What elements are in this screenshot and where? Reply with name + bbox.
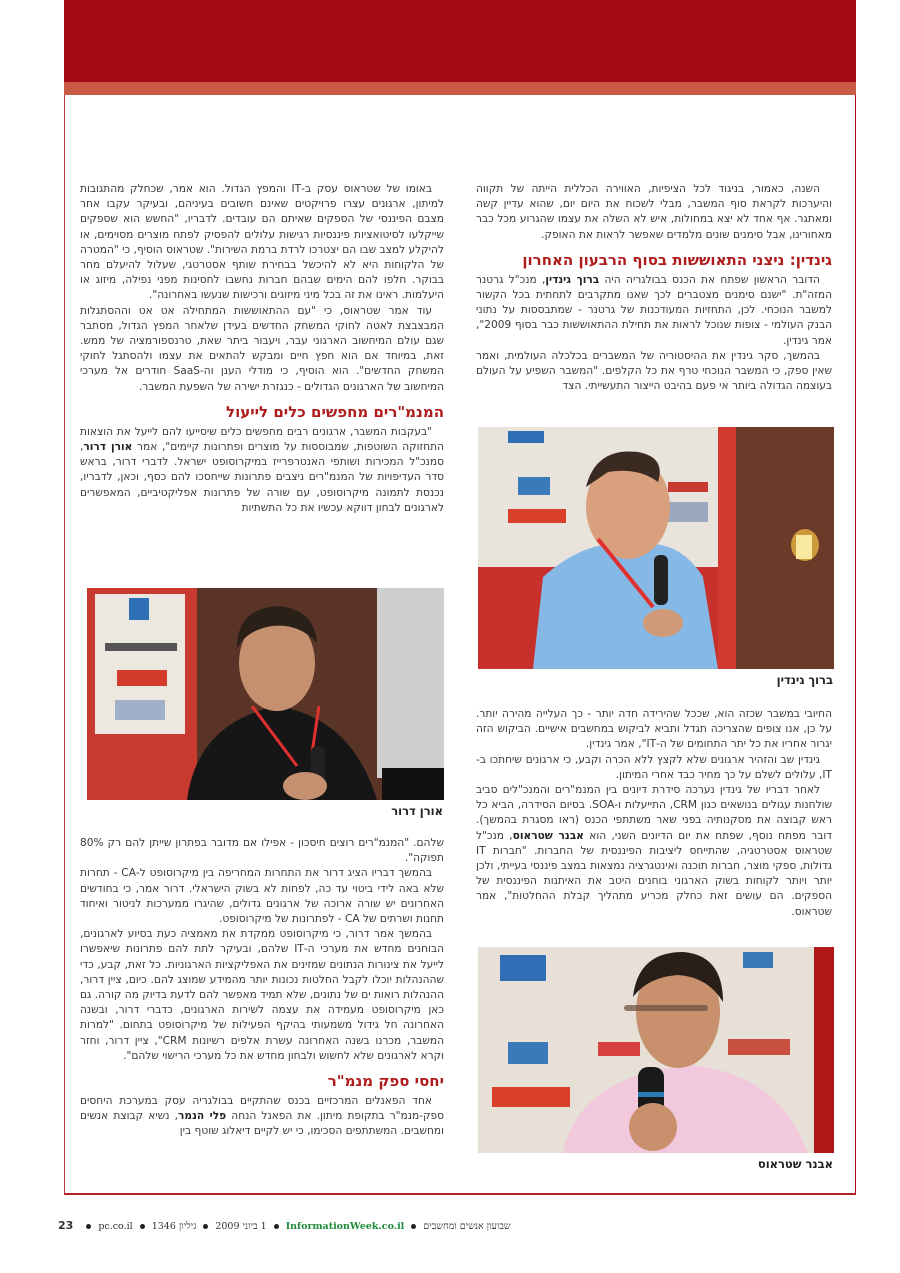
- person-name: ברוך גינדין: [545, 273, 600, 286]
- text: אחד הפאנלים המרכזיים בכנס שהתקיים בבולגריה עסק במערכת היחסים ספק-מנמ"ר בתקופת מיתון. את הפאנל הנחה: [80, 1095, 445, 1123]
- text: "בעקבות המשבר, ארגונים רבים מחפשים כלים שיסייעו להם לייעל את הוצאות התחזוקה השוטפות, שמבוססות על מוצרים ופתרונות קיימים", אמר: [80, 425, 444, 454]
- text: , נשיא קבוצת אנשים ומחשבים. המשתתפים הסכימו, כי יש לקיים דיאלוג שוטף בין: [80, 1110, 444, 1138]
- site-link-pc[interactable]: pc.co.il: [98, 1221, 133, 1232]
- header-strip: [64, 82, 856, 95]
- header-band: [64, 0, 856, 82]
- paragraph: בהמשך אמר דרור, כי מיקרוסופט ממקדת את מאמציה כעת בסיוע לארגונים, הבוחנים מחדש את מערכי ה-IT שלהם, ובעיקר לתת להם פתרונות שיאפשרו לייעל את צינורות הנתונים שמזינים את האפליקציות הארגוניות. כל זאת, קבע, כדי שההנהלות יוכלו לקבל החלטות נכונות יותר מהמידע שמוצג להם. כיום, ציין דרור, ההנהלות רואות ים של נתונים, שלא תמיד מאפשר להם לדעת בדיוק מה קורה. גם כאן מיקרוסופט מעמידה את עצמה לשירות הארגונים, כדברי דרור, ובשנה האחרונה חל גידול משמעותי בהיקף הפעילות של מיקרוסופט בתחום. "למרות המשבר, מכרנו בשנה האחרונה עשרת אלפים רשיונות CRM", ציין דרור, וחזר וקרא לארגונים שלא לחשוש ולבחון מחדש את כל מערכי הרישוי שלהם".: [80, 928, 444, 1062]
- right-column: [476, 182, 832, 394]
- paragraph: גינדין שב והזהיר ארגונים שלא לקצץ ללא הכרה וקבע, כי ארגונים שיחתכו ב-IT, עלולים לשלם על כך מחיר כבד אחרי המיתון.: [476, 753, 832, 781]
- bullet-icon: [203, 1224, 208, 1229]
- paragraph: עוד אמר שטראוס, כי "עם ההתאוששות המתחילה אט אט וההסתגלות המבצבצת לאטה לחוקי המשחק החדשים בעידן שלאחר המפץ הגדול, מסתבר שגם עולם המיחשוב הארגוני עבר, ויעבור ביתר שאת, טרנספורמציה של ממש. זאת, במיוחד אם הוא חפץ חיים ומבקש להתאים את עצמו ולהסתגל לחוקי המשחק החדשים". הוא הוסיף, כי מודלי הענן וה-SaaS חודרים אל מערכי המיחשוב של הארגונים הגדולים - כנגזרת ישירה של השפעת המשבר.: [80, 304, 444, 393]
- person-name: אורן דרור: [83, 441, 133, 454]
- issue-number: גיליון 1346: [151, 1221, 197, 1232]
- bullet-icon: [140, 1224, 145, 1229]
- right-column-cont: [476, 707, 832, 920]
- text: , מנכ"ל גרטנר המזה"ת. "ישנם סימנים מצטברים לכך שאנו מתקרבים לתחתית בכל הקשור למשבר הנוכחי. לכן, התחזיות המעודכנות של גרטנר - שמתבססות על נתוני הבנק העולמי - צופות שנוכל לראות את תחילת ההתאוששות כבר בסוף 2009", אמר גינדין.: [476, 273, 832, 347]
- bullet-icon: [411, 1224, 416, 1229]
- left-column-cont: [80, 836, 444, 1140]
- issue-date: 1 ביוני 2009: [215, 1221, 267, 1232]
- heading-gindin: גינדין: ניצני התאוששות בסוף הרבעון האחרון: [522, 250, 832, 269]
- text: לאחר דבריו של גינדין נערכה סידרת דיונים בין המנמ"רים והמנכ"לים סביב שולחנות עגולים בנושאים כגון CRM, התייעלות ו-SOA. בסיום הסידרה, הביא כל ראש קבוצה את מסקנותיה בפני שאר משתתפי הכנס (ראו מסגרת בהמשך). דובר מפתח נוסף, שפתח את יום הדיונים השני, הוא: [476, 784, 832, 842]
- heading-vendor-cio: יחסי ספק מנמ"ר: [327, 1072, 444, 1091]
- page-footer: [58, 1219, 858, 1232]
- bullet-icon: [274, 1224, 279, 1229]
- paragraph: [80, 425, 444, 516]
- text: , מנכ"ל שטראוס אסטרטגיה, שהתייחס ליציבות הפיננסית של החברות. "חברות IT גדולות, ספקי מוצר, חברות תוכנה ואינטגרציה נמצאות במצב פיננסי בעייתי, ולכן יותר ויותר לקוחות בשוק הארגוני בוחנים היטב את האיתנות הפיננסית של הספקים. הם עושים זאת כחלק מכריע מתהליך קבלת ההחלטות", אמר שטראוס.: [476, 829, 832, 918]
- site-link-informationweek[interactable]: InformationWeek.co.il: [285, 1221, 405, 1232]
- person-name: אבנר שטראוס: [512, 829, 584, 842]
- left-column: [80, 182, 444, 516]
- heading-cio-tools: המנמ"רים מחפשים כלים לייעול: [226, 402, 444, 421]
- photo-oren-dror: [87, 588, 444, 800]
- paragraph: באומו של שטראוס עסק ב-IT והמפץ הגדול. הוא אמר, שכחלק מהתגובות למיתון, ארגונים עצרו פרויקטים שאינם חשובים בעיניהם, ובעיקר עקבו אחר מצבם הפיננסי של הספקים שאיתם הם עובדים. לדבריו, "החשש הוא שספקים שייקלעו לסיטואציות פיננסיות רגישות עלולים להפסיק לפתח מוצרים מסוימים, או להיקלע למצב שבו הם יצטרכו לרדת ברמת השירות". שטראוס הוסיף, כי "המטרה של הלקוחות היא לא להיכשל בבחירת שותף אסטרטגי, שעלול להיעלם מחר בבוקר. חלפו להם הימים שבהם חברות נחשבו לחסינות מפני נפילה, מיזוג או היעלמות. ראינו את זה בכל מיני מיזוגים ורכישות שנעשו באחרונה".: [80, 183, 444, 302]
- caption-dror: אורן דרור: [391, 804, 443, 818]
- paragraph: [476, 273, 832, 349]
- paragraph: שלהם. "המנמ"רים רוצים חיסכון - אפילו אם מדובר בפתרון שייתן להם רק 80% תפוקה".: [80, 837, 444, 865]
- bullet-icon: [86, 1224, 91, 1229]
- photo-baruch-gindin: [478, 427, 834, 669]
- paragraph: בהמשך, סקר גינדין את ההיסטוריה של המשברים בכלכלה העולמית, ואמר שאין ספק, כי המשבר הנוכחי טרף את כל הקלפים. "המשבר השפיע על העולם בעוצמה הגדולה ביותר אי פעם בהיבט הייצור התעשייתי. הצד: [476, 349, 832, 393]
- intro-paragraph: השנה, כאמור, בניגוד לכל הציפיות, האווירה הכללית הייתה של תקווה והיערכות לקראת סוף המשבר, מבלי לשכוח את היום יום, שהוא עדיין קשה ומאתגר. אף אחד לא יצא במחולות, איש לא השלה את עצמו שהגרוע מכל כבר מאחורינו, אבל סימנים שונים מלמדים שאפשר לראות את האופק.: [476, 183, 832, 241]
- paragraph: [80, 1094, 444, 1140]
- text: , סמנכ"ל המכירות ושותפי האנטרפרייז במיקרוסופט ישראל. לדברי דרור, בראש סדר העדיפויות של המנמ"רים ניצבים פתרונות שייחסכו להם כסף, וכאן, לדבריו, נכנסת לתמונה מיקרוסופט, עם שורה של פתרונות אפליקטיביים, המאפשרים לארגונים לבחון דווקא עכשיו את כל התשתיות: [80, 441, 444, 514]
- paragraph: בהמשך דבריו הציג דרור את התחרות המחריפה בין מיקרוסופט ל-CA - תחרות שלא באה לידי ביטוי עד כה, לפחות לא בשוק הישראלי. דרור אמר, כי בחודשים האחרונים יש שורה ארוכה של ארגונים גדולים, שהיגרו ממערכות לניטור ואיחוד תחנות ושרתים של CA - לפתרונות של מיקרוסופט.: [80, 867, 444, 926]
- paragraph: החיובי במשבר שכזה הוא, שככל שהירידה חדה יותר - כך העלייה מהירה יותר. על כן, אנו צופים שהצריכה תגדל ותביא לביקוש במחשבים אישיים. הביקוש הזה יגרור אחריו את כל יתר התחומים של ה-IT", אמר גינדין.: [476, 708, 832, 751]
- paragraph: [476, 783, 832, 920]
- person-name: פלי הנמר: [178, 1110, 227, 1123]
- caption-strauss: אבנר שטראוס: [757, 1157, 833, 1171]
- page-number: 23: [58, 1219, 74, 1232]
- caption-gindin: ברוך גינדין: [776, 673, 833, 687]
- photo-avner-strauss: [478, 947, 834, 1153]
- text: הדובר הראשון שפתח את הכנס בבולגריה היה: [599, 273, 820, 286]
- publication-name: שבועון אנשים ומחשבים: [423, 1221, 511, 1232]
